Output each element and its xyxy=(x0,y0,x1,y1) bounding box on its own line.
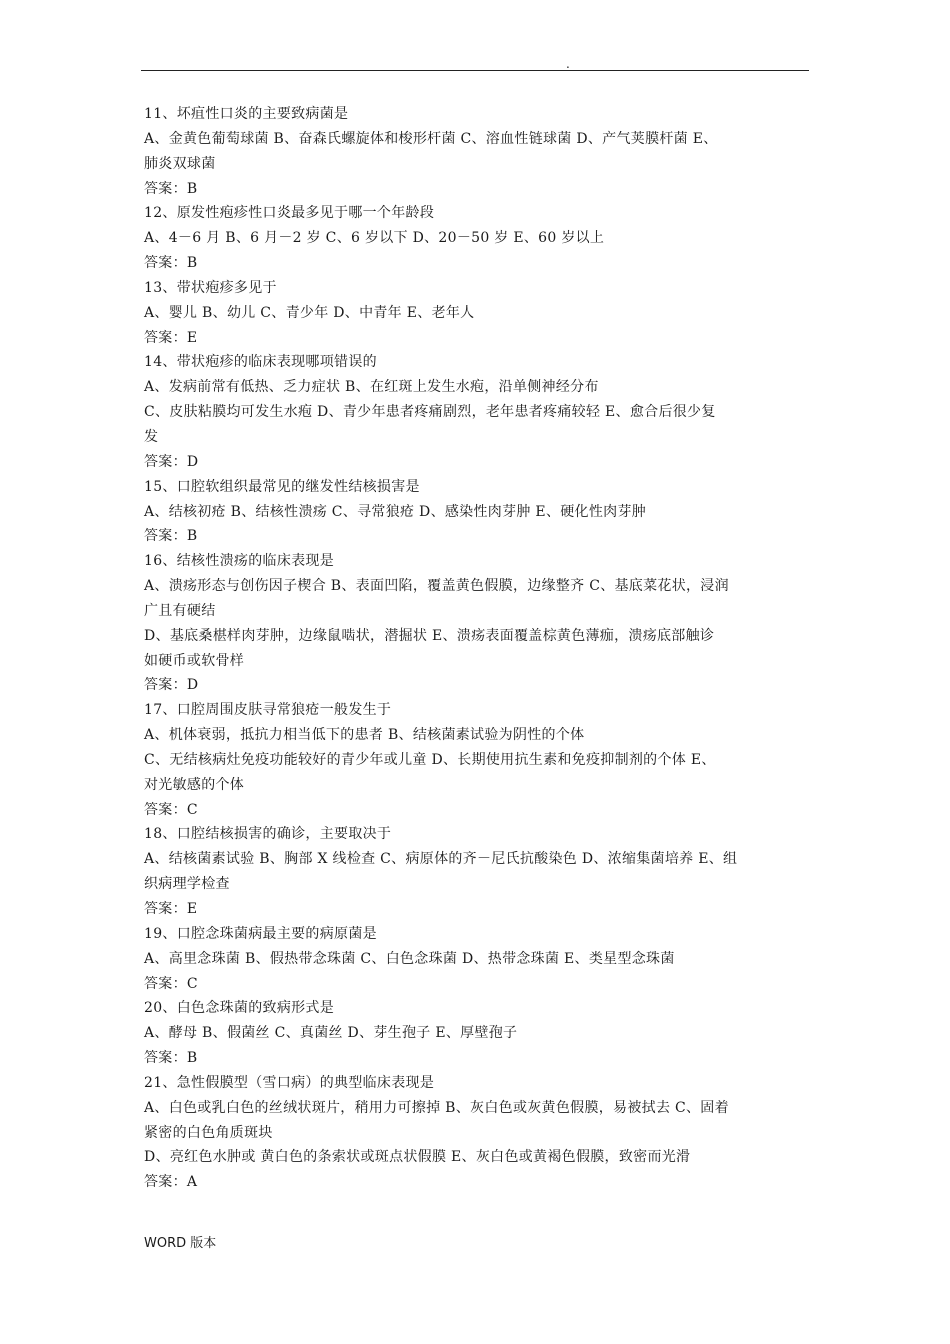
text-line: A、发病前常有低热、乏力症状 B、在红斑上发生水疱，沿单侧神经分布 xyxy=(144,379,599,396)
text-line: 广且有硬结 xyxy=(144,602,216,619)
header-marker: . xyxy=(566,57,570,71)
text-line: 如硬币或软骨样 xyxy=(144,652,245,669)
text-line: A、酵母 B、假菌丝 C、真菌丝 D、芽生孢子 E、厚壁孢子 xyxy=(144,1025,518,1042)
text-line: A、机体衰弱，抵抗力相当低下的患者 B、结核菌素试验为阴性的个体 xyxy=(144,727,585,744)
text-line: 紧密的白色角质斑块 xyxy=(144,1124,273,1141)
text-line: A、高里念珠菌 B、假热带念珠菌 C、白色念珠菌 D、热带念珠菌 E、类星型念珠菌 xyxy=(144,950,675,967)
text-line: 11、坏疽性口炎的主要致病菌是 xyxy=(144,106,349,122)
text-line: 答案：C xyxy=(144,801,198,818)
text-line: 20、白色念珠菌的致病形式是 xyxy=(144,1000,335,1017)
text-line: 答案：A xyxy=(144,1174,198,1191)
text-line: A、4－6 月 B、6 月－2 岁 C、6 岁以下 D、20－50 岁 E、60 岁以上 xyxy=(144,230,605,247)
text-line: 12、原发性疱疹性口炎最多见于哪一个年龄段 xyxy=(144,205,435,222)
text-line: 肺炎双球菌 xyxy=(144,155,216,172)
text-line: 答案：B xyxy=(144,255,198,272)
document-body xyxy=(144,102,812,1195)
text-line: 18、口腔结核损害的确诊，主要取决于 xyxy=(144,826,392,843)
text-line: A、结核初疮 B、结核性溃疡 C、寻常狼疮 D、感染性肉芽肿 E、硬化性肉芽肿 xyxy=(144,503,647,520)
text-line: 答案：B xyxy=(144,180,198,197)
text-line: 答案：D xyxy=(144,677,199,694)
footer-label: WORD 版本 xyxy=(144,1236,217,1251)
text-line: 发 xyxy=(144,428,159,445)
text-line: 答案：C xyxy=(144,975,198,992)
text-line: D、基底桑椹样肉芽肿，边缘鼠啮状，潜掘状 E、溃疡表面覆盖棕黄色薄痂，溃疡底部触诊 xyxy=(144,627,715,644)
text-line: A、金黄色葡萄球菌 B、奋森氏螺旋体和梭形杆菌 C、溶血性链球菌 D、产气荚膜杆菌 E、 xyxy=(144,130,718,147)
text-line: 织病理学检查 xyxy=(144,876,230,893)
text-line: 答案：B xyxy=(144,528,198,545)
text-line: 答案：B xyxy=(144,1050,198,1067)
text-line: A、结核菌素试验 B、胸部 X 线检查 C、病原体的齐－尼氏抗酸染色 D、浓缩集菌培养 E、组 xyxy=(144,851,738,868)
text-line: 17、口腔周围皮肤寻常狼疮一般发生于 xyxy=(144,702,392,719)
text-line: A、婴儿 B、幼儿 C、青少年 D、中青年 E、老年人 xyxy=(144,304,475,321)
text-line: A、白色或乳白色的丝绒状斑片，稍用力可擦掉 B、灰白色或灰黄色假膜，易被拭去 C、固着 xyxy=(144,1099,729,1116)
text-line: 答案：E xyxy=(144,329,198,346)
text-line: 19、口腔念珠菌病最主要的病原菌是 xyxy=(144,925,377,942)
text-line: 21、急性假膜型（雪口病）的典型临床表现是 xyxy=(144,1074,435,1091)
text-line: C、皮肤粘膜均可发生水疱 D、青少年患者疼痛剧烈，老年患者疼痛较轻 E、愈合后很少复 xyxy=(144,404,716,421)
text-line: 13、带状疱疹多见于 xyxy=(144,279,277,296)
header-rule xyxy=(141,70,809,71)
text-line: D、亮红色水肿或 黄白色的条索状或斑点状假膜 E、灰白色或黄褐色假膜，致密而光滑 xyxy=(144,1149,691,1166)
text-line: 答案：D xyxy=(144,453,199,470)
text-line: 15、口腔软组织最常见的继发性结核损害是 xyxy=(144,478,420,495)
text-line: 14、带状疱疹的临床表现哪项错误的 xyxy=(144,354,377,371)
text-line: C、无结核病灶免疫功能较好的青少年或儿童 D、长期使用抗生素和免疫抑制剂的个体 E、 xyxy=(144,751,716,768)
text-line: 对光敏感的个体 xyxy=(144,776,245,793)
text-line: 答案：E xyxy=(144,901,198,917)
text-line: 16、结核性溃疡的临床表现是 xyxy=(144,553,335,570)
text-line: A、溃疡形态与创伤因子楔合 B、表面凹陷，覆盖黄色假膜，边缘整齐 C、基底菜花状，浸润 xyxy=(144,578,729,595)
